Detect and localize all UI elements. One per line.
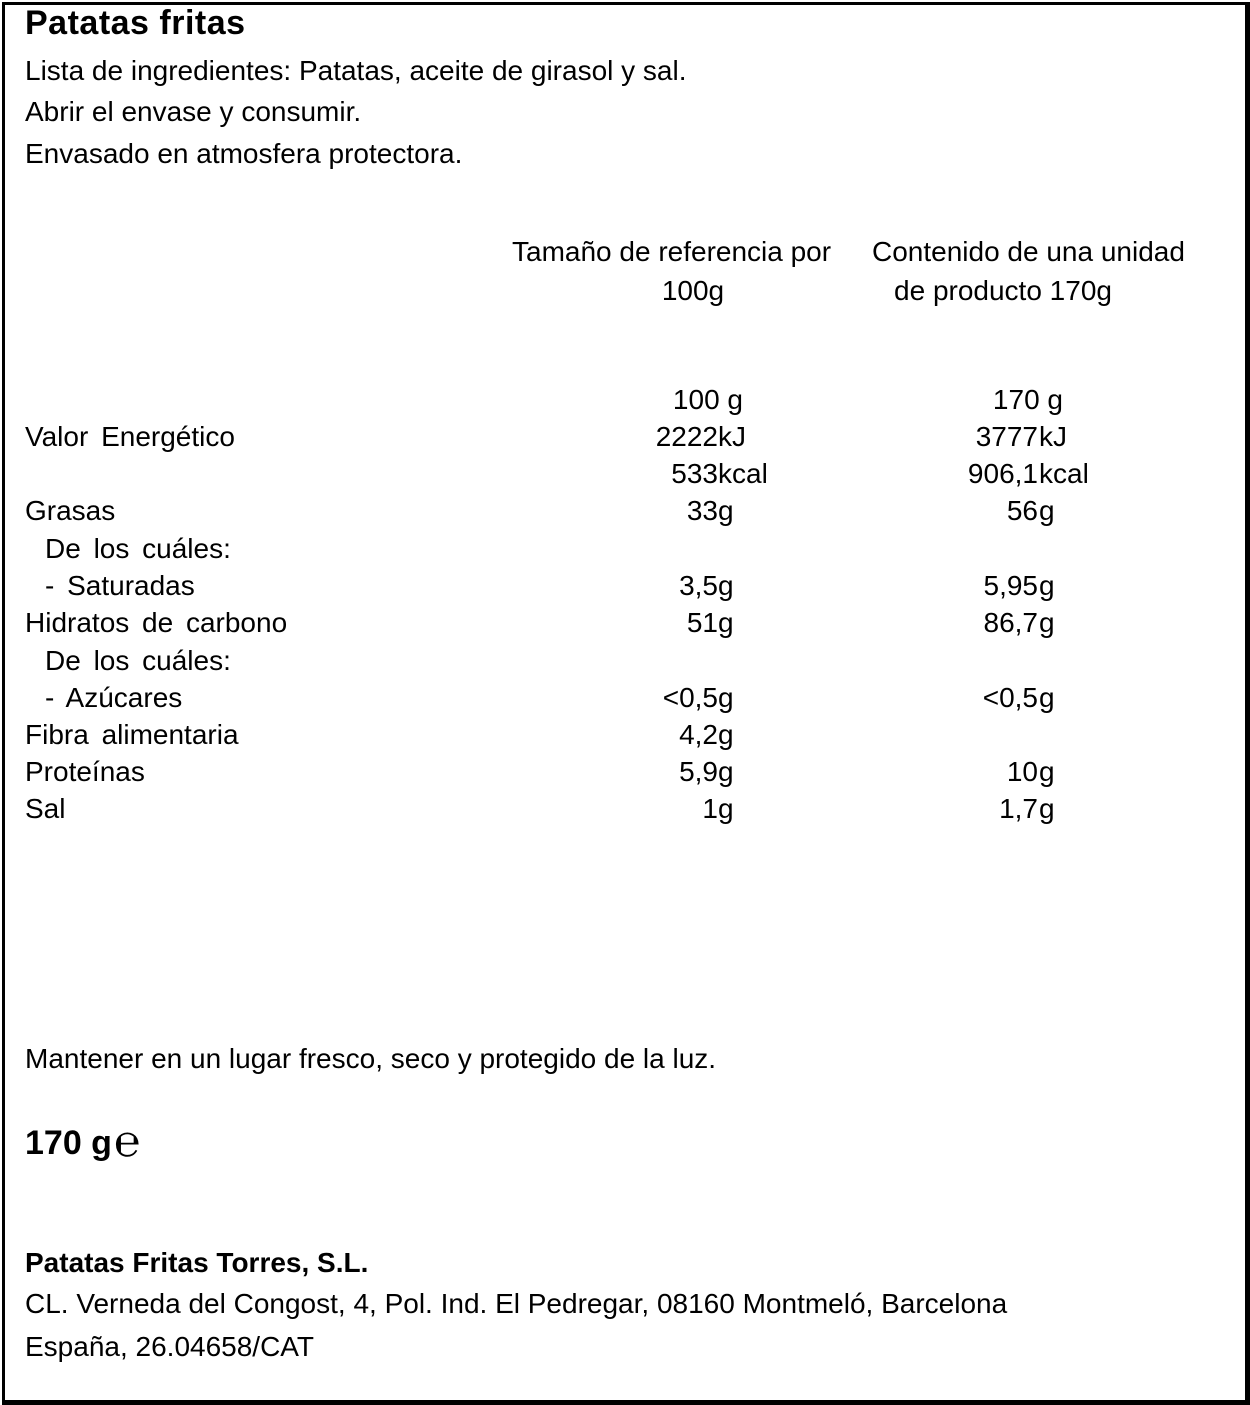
row-salt-u2: g xyxy=(1039,793,1055,824)
row-protein-v2: 10 xyxy=(1006,756,1038,787)
row-fat-v1: 33 xyxy=(686,495,718,526)
row-fat-u2: g xyxy=(1039,495,1055,526)
row-fat-v2: 56 xyxy=(1006,495,1038,526)
manufacturer-country-registry: España, 26.04658/CAT xyxy=(25,1331,315,1362)
packaging-text: Envasado en atmosfera protectora. xyxy=(25,138,463,169)
row-energy-kcal-v1: 533 xyxy=(671,458,718,489)
row-energy-v2: 3777 xyxy=(975,421,1038,452)
net-weight-value: 170 g xyxy=(25,1124,112,1162)
row-carbs-u1: g xyxy=(718,607,734,638)
row-sugars-u1: g xyxy=(718,682,734,713)
row-carbs-sub-label: De los cuáles: xyxy=(45,645,231,676)
row-fat-label: Grasas xyxy=(25,495,116,526)
row-salt-v1: 1 xyxy=(702,793,718,824)
row-sugars-v1: <0,5 xyxy=(662,682,718,713)
row-carbs-u2: g xyxy=(1039,607,1055,638)
ingredients-text: Lista de ingredientes: Patatas, aceite de girasol y sal. xyxy=(25,55,687,86)
row-carbs-label: Hidratos de carbono xyxy=(25,607,288,638)
row-fibre-v1: 4,2 xyxy=(679,719,718,750)
header-col1-line1: Tamaño de referencia por xyxy=(512,236,832,267)
row-protein-label: Proteínas xyxy=(25,756,145,787)
row-saturated-v1: 3,5 xyxy=(679,570,718,601)
header-col2-line2: de producto 170g xyxy=(894,275,1112,306)
row-energy-kcal-u1: kcal xyxy=(718,458,768,489)
row-saturated-u2: g xyxy=(1039,570,1055,601)
row-sugars-label: - Azúcares xyxy=(45,682,183,713)
row-energy-kcal-v2: 906,1 xyxy=(967,458,1038,489)
row-salt-u1: g xyxy=(718,793,734,824)
row-salt-v2: 1,7 xyxy=(999,793,1038,824)
row-fibre-label: Fibra alimentaria xyxy=(25,719,239,750)
row-salt-label: Sal xyxy=(25,793,66,824)
row-saturated-label: - Saturadas xyxy=(45,570,195,601)
estimated-sign-icon: ℮ xyxy=(113,1116,141,1167)
instructions-text: Abrir el envase y consumir. xyxy=(25,96,362,127)
row-carbs-v1: 51 xyxy=(686,607,718,638)
row-energy-label: Valor Energético xyxy=(25,421,235,452)
row-fibre-u1: g xyxy=(718,719,734,750)
row-carbs-v2: 86,7 xyxy=(983,607,1038,638)
row-fat-u1: g xyxy=(718,495,734,526)
row-protein-u1: g xyxy=(718,756,734,787)
row-protein-u2: g xyxy=(1039,756,1055,787)
row-energy-v1: 2222 xyxy=(655,421,718,452)
manufacturer-address: CL. Verneda del Congost, 4, Pol. Ind. El Pedregar, 08160 Montmeló, Barcelona xyxy=(25,1288,1008,1319)
net-weight xyxy=(25,1116,141,1167)
row-sugars-v2: <0,5 xyxy=(982,682,1038,713)
row-energy-u2: kJ xyxy=(1039,421,1067,452)
storage-text: Mantener en un lugar fresco, seco y protegido de la luz. xyxy=(25,1043,717,1074)
row-saturated-v2: 5,95 xyxy=(983,570,1038,601)
product-title: Patatas fritas xyxy=(25,4,246,42)
row-saturated-u1: g xyxy=(718,570,734,601)
header-col2-line1: Contenido de una unidad xyxy=(872,236,1185,267)
row-protein-v1: 5,9 xyxy=(679,756,718,787)
row-sugars-u2: g xyxy=(1039,682,1055,713)
row-fat-sub-label: De los cuáles: xyxy=(45,533,231,564)
portion-col2: 170 g xyxy=(992,384,1063,415)
header-col1-line2: 100g xyxy=(661,275,725,306)
row-energy-u1: kJ xyxy=(718,421,746,452)
row-energy-kcal-u2: kcal xyxy=(1039,458,1089,489)
manufacturer-name: Patatas Fritas Torres, S.L. xyxy=(25,1247,369,1278)
portion-col1: 100 g xyxy=(672,384,743,415)
